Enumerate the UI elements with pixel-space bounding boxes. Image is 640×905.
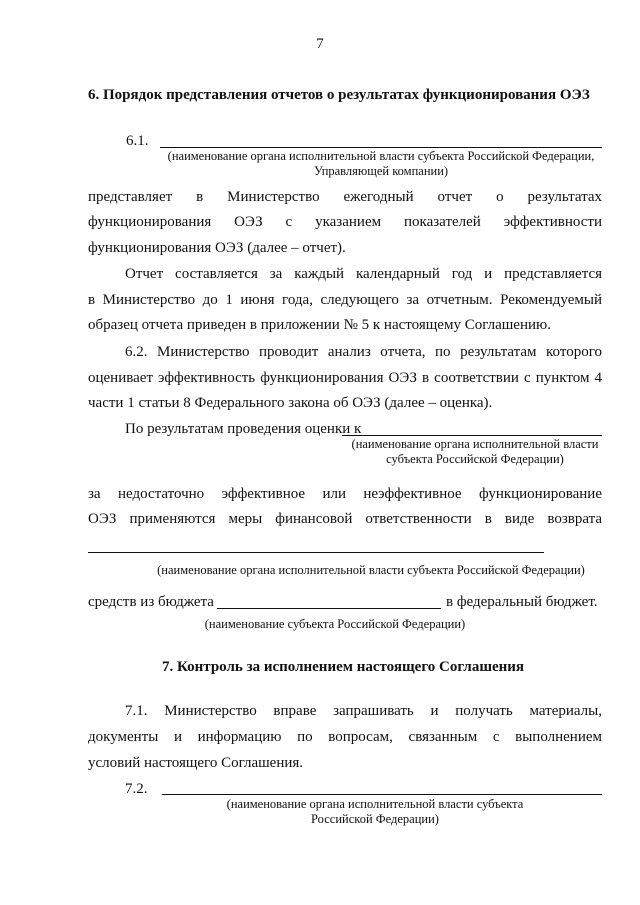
caption-eval-line2: субъекта Российской Федерации): [386, 452, 564, 466]
caption-7-2-line2: Российской Федерации): [311, 812, 439, 826]
para5-line1: за недостаточно эффективное или неэффективное функционирование: [88, 486, 602, 502]
fill-line-evaluation: [342, 435, 602, 436]
fill-line-7-2: [162, 794, 602, 795]
para3-line3: части 1 статьи 8 Федерального закона об ОЭЗ (далее – оценка).: [88, 395, 493, 411]
para3-line1: 6.2. Министерство проводит анализ отчета, по результатам которого: [125, 344, 602, 360]
para1-line3: функционирования ОЭЗ (далее – отчет).: [88, 240, 346, 256]
para4-start: По результатам проведения оценки к: [125, 421, 362, 437]
section-6-heading: 6. Порядок представления отчетов о результатах функционирования ОЭЗ: [88, 87, 590, 103]
caption-subject: (наименование субъекта Российской Федерации): [204, 617, 466, 631]
para5-line2: ОЭЗ применяются меры финансовой ответственности в виде возврата: [88, 511, 602, 527]
para2-line2: в Министерство до 1 июня года, следующего за отчетным. Рекомендуемый: [88, 292, 602, 308]
fill-line-return: [88, 552, 544, 553]
funds-end: в федеральный бюджет.: [446, 594, 598, 610]
para2-line3: образец отчета приведен в приложении № 5 к настоящему Соглашению.: [88, 317, 551, 333]
s7-para1-line3: условий настоящего Соглашения.: [88, 755, 304, 771]
item-7-2-number: 7.2.: [125, 781, 148, 797]
para3-line2: оценивает эффективность функционирования ОЭЗ в соответствии с пунктом 4: [88, 370, 602, 386]
funds-start: средств из бюджета: [88, 594, 214, 610]
caption-7-2-line1: (наименование органа исполнительной власти субъекта: [226, 797, 524, 811]
caption-eval-line1: (наименование органа исполнительной власти: [351, 437, 599, 451]
caption-return: (наименование органа исполнительной власти субъекта Российской Федерации): [157, 563, 585, 577]
fill-line-budget: [217, 608, 441, 609]
fill-line-6-1: [160, 147, 602, 148]
para2-line1: Отчет составляется за каждый календарный год и представляется: [125, 266, 602, 282]
page-number: 7: [316, 36, 324, 52]
s7-para1-line2: документы и информацию по вопросам, связанным с выполнением: [88, 729, 602, 745]
section-7-heading: 7. Контроль за исполнением настоящего Соглашения: [162, 659, 525, 675]
para1-line1: представляет в Министерство ежегодный отчет о результатах: [88, 189, 602, 205]
caption-6-1-line1: (наименование органа исполнительной власти субъекта Российской Федерации,: [167, 149, 595, 163]
para1-line2: функционирования ОЭЗ с указанием показателей эффективности: [88, 214, 602, 230]
s7-para1-line1: 7.1. Министерство вправе запрашивать и получать материалы,: [125, 703, 602, 719]
caption-6-1-line2: Управляющей компании): [313, 164, 449, 178]
item-6-1-number: 6.1.: [126, 133, 149, 149]
